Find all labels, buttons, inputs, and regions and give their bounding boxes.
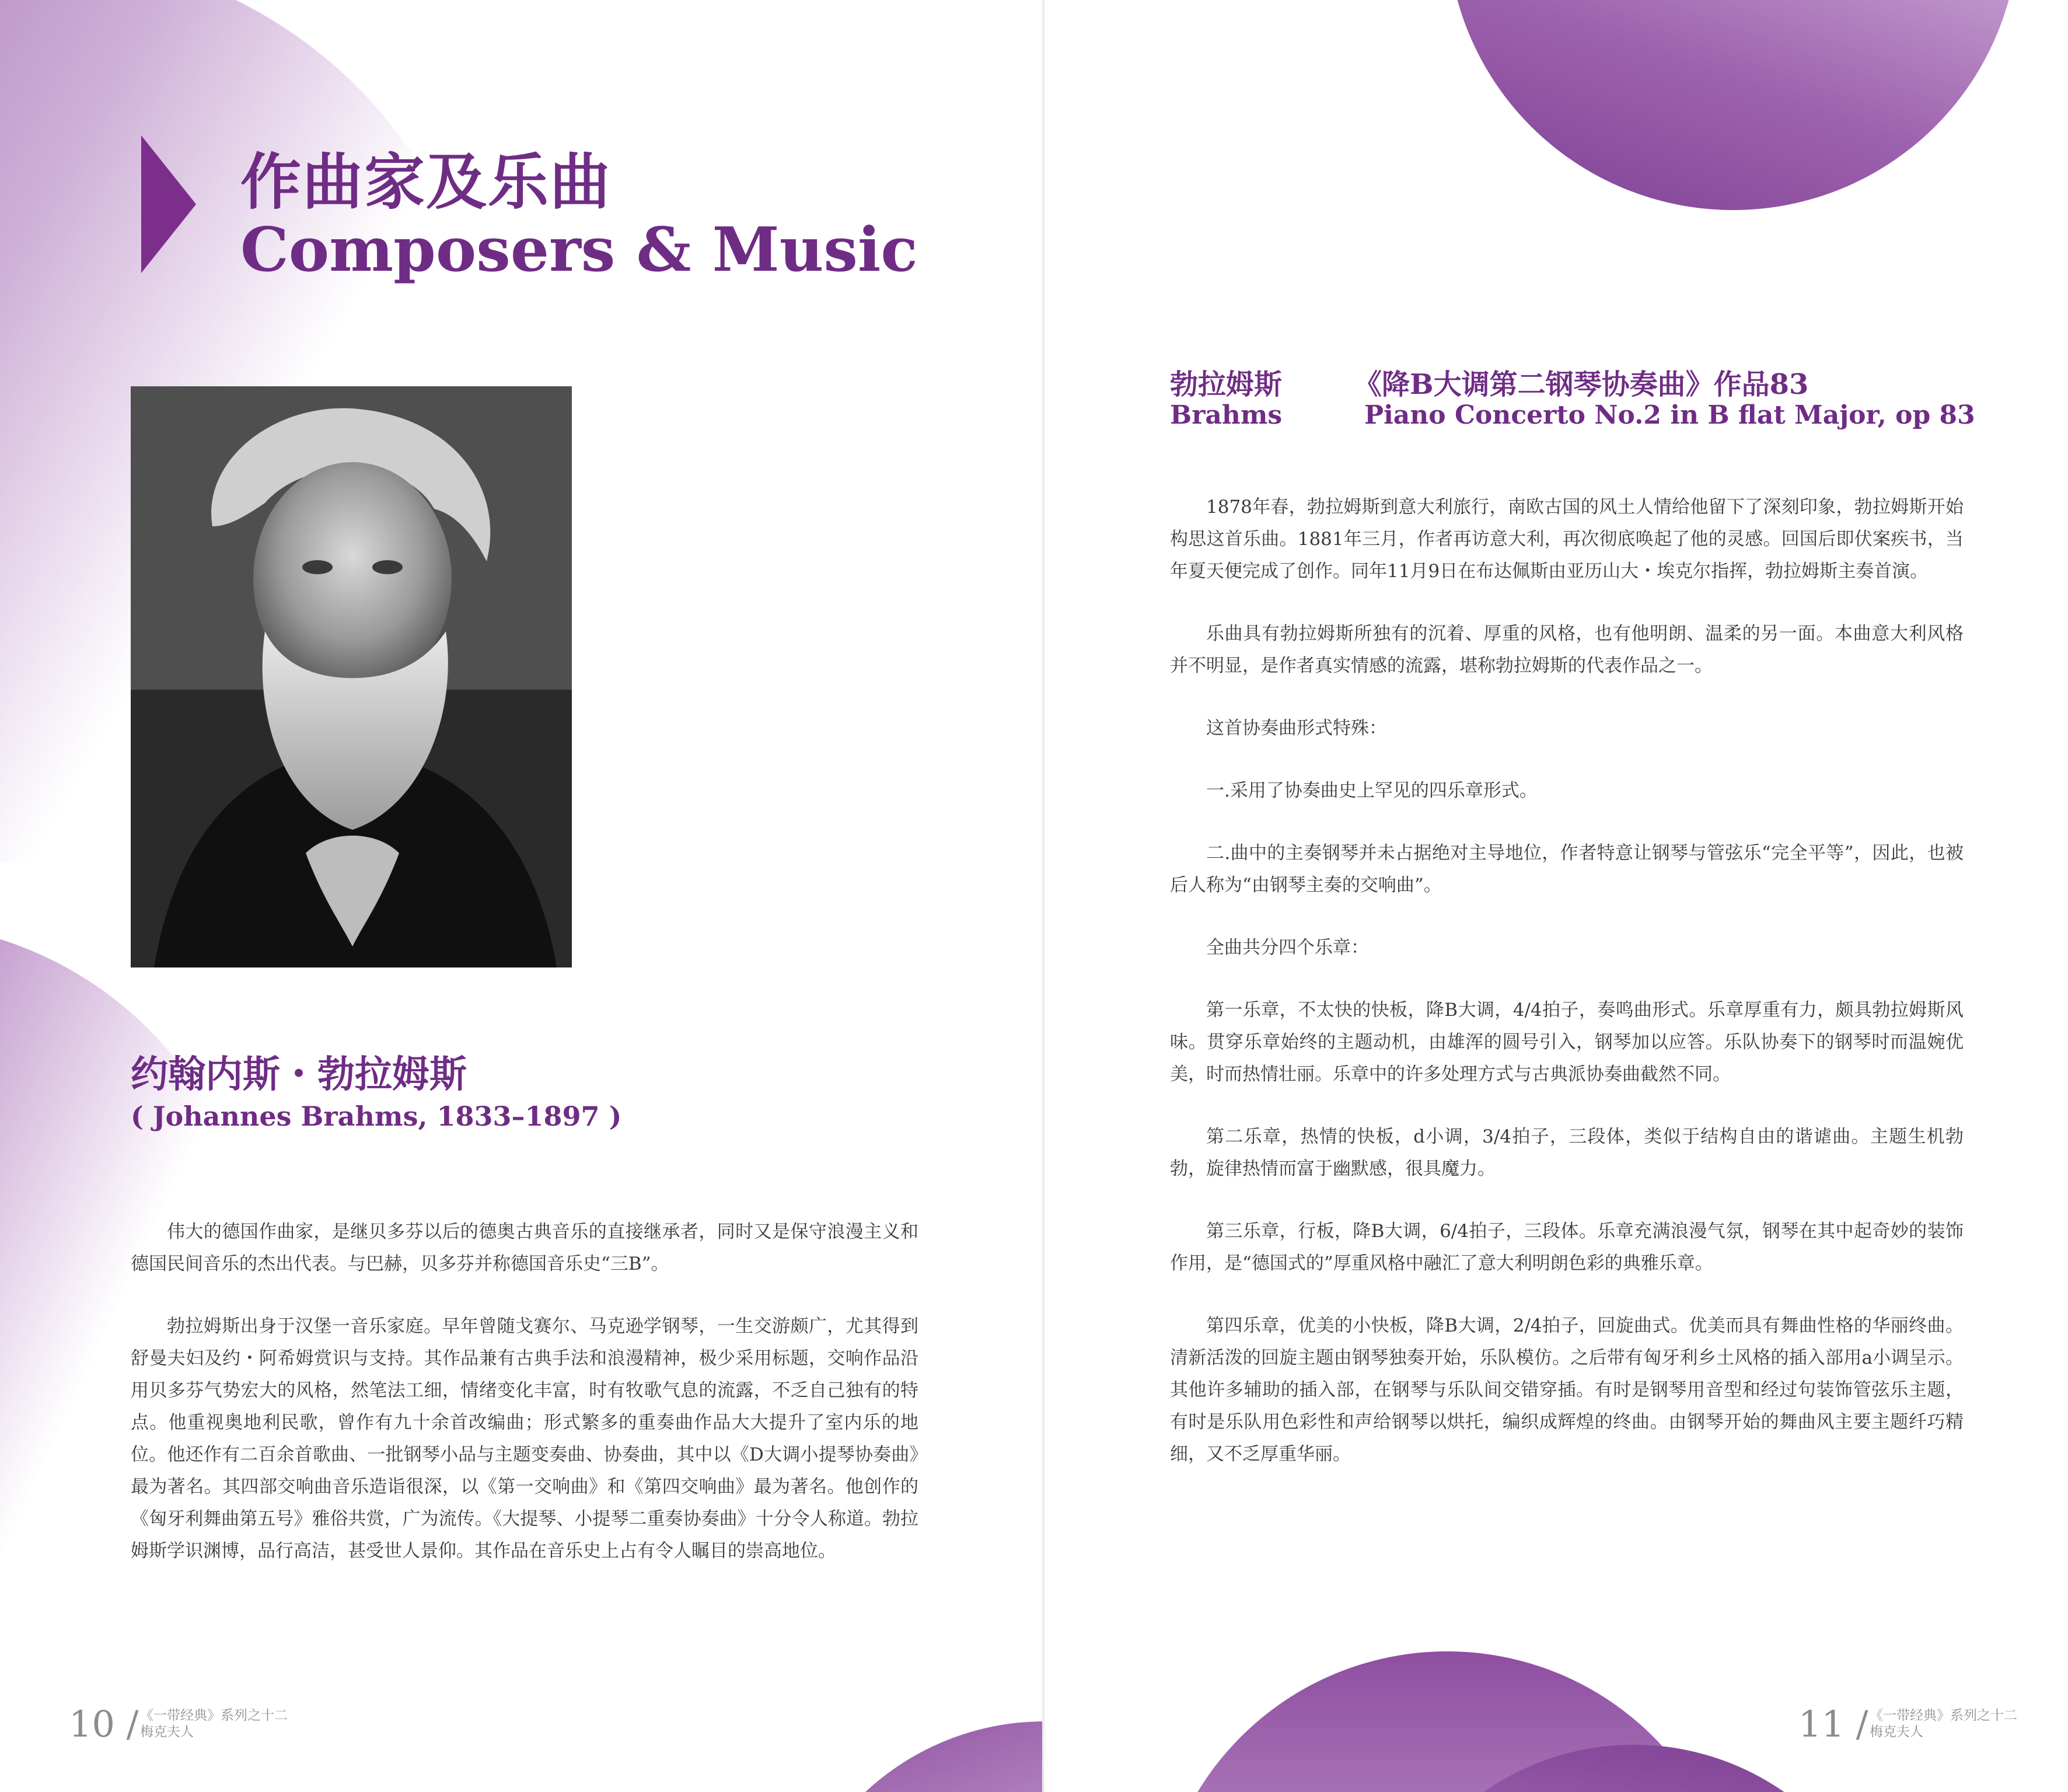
description-paragraph: 一.采用了协奏曲史上罕见的四乐章形式。 <box>1206 780 1538 801</box>
series-subtitle: 梅克夫人 <box>140 1724 194 1739</box>
description-paragraph: 全曲共分四个乐章： <box>1206 937 1369 958</box>
description-paragraph: 二.曲中的主奏钢琴并未占据绝对主导地位，作者特意让钢琴与管弦乐“完全平等”，因此，也被后人称为“由钢琴主奏的交响曲”。 <box>1170 843 1964 896</box>
composer-name-en: ( Johannes Brahms, 1833–1897 ) <box>131 1101 622 1132</box>
decorative-circle <box>1447 0 2019 210</box>
section-title-en: Composers & Music <box>240 214 918 285</box>
section-marker-icon <box>141 135 196 273</box>
description-paragraph: 第三乐章，行板，降B大调，6/4拍子，三段体。乐章充满浪漫气氛，钢琴在其中起奇妙的装饰作用，是“德国式的”厚重风格中融汇了意大利明朗色彩的典雅乐章。 <box>1170 1221 1964 1274</box>
composer-biography <box>131 1216 918 1598</box>
description-paragraph: 1878年春，勃拉姆斯到意大利旅行，南欧古国的风土人情给他留下了深刻印象，勃拉姆斯开始构思这首乐曲。1881年三月，作者再访意大利，再次彻底唤起了他的灵感。回国后即伏案疾书，当年夏天便完成了创作。同年11月9日在布达佩斯由亚历山大・埃克尔指挥，勃拉姆斯主奏首演。 <box>1170 497 1964 582</box>
series-subtitle: 梅克夫人 <box>1870 1724 1923 1739</box>
page-number: 10 / <box>69 1703 139 1745</box>
piece-title-en: Piano Concerto No.2 in B flat Major, op 83 <box>1364 400 1975 430</box>
series-caption <box>1870 1707 2017 1740</box>
right-page <box>1045 0 2068 1792</box>
description-paragraph: 这首协奏曲形式特殊： <box>1206 718 1387 739</box>
description-paragraph: 第二乐章，热情的快板，d小调，3/4拍子，三段体，类似于结构自由的谐谑曲。主题生机勃勃，旋律热情而富于幽默感，很具魔力。 <box>1170 1126 1964 1179</box>
composer-portrait <box>131 386 572 967</box>
description-paragraph: 乐曲具有勃拉姆斯所独有的沉着、厚重的风格，也有他明朗、温柔的另一面。本曲意大利风格并不明显，是作者真实情感的流露，堪称勃拉姆斯的代表作品之一。 <box>1170 623 1964 676</box>
page-number: 11 / <box>1798 1703 1868 1745</box>
portrait-illustration <box>131 386 572 967</box>
section-title-zh: 作曲家及乐曲 <box>240 146 612 218</box>
description-paragraph: 第一乐章，不太快的快板，降B大调，4/4拍子，奏鸣曲形式。乐章厚重有力，颇具勃拉姆斯风味。贯穿乐章始终的主题动机，由雄浑的圆号引入，钢琴加以应答。乐队协奏下的钢琴时而温婉优美，时而热情壮丽。乐章中的许多处理方式与古典派协奏曲截然不同。 <box>1170 1000 1964 1085</box>
piece-composer-zh: 勃拉姆斯 <box>1170 368 1283 401</box>
piece-composer-en: Brahms <box>1170 400 1283 430</box>
biography-paragraph: 勃拉姆斯出身于汉堡一音乐家庭。早年曾随戈赛尔、马克逊学钢琴，一生交游颇广，尤其得到舒曼夫妇及约・阿希姆赏识与支持。其作品兼有古典手法和浪漫精神，极少采用标题，交响作品沿用贝多芬气势宏大的风格，然笔法工细，情绪变化丰富，时有牧歌气息的流露，不乏自己独有的特点。他重视奥地利民歌，曾作有九十余首改编曲；形式繁多的重奏曲作品大大提升了室内乐的地位。他还作有二百余首歌曲、一批钢琴小品与主题变奏曲、协奏曲，其中以《D大调小提琴协奏曲》最为著名。其四部交响曲音乐造诣很深，以《第一交响曲》和《第四交响曲》最为著名。他创作的《匈牙利舞曲第五号》雅俗共赏，广为流传。《大提琴、小提琴二重奏协奏曲》十分令人称道。勃拉姆斯学识渊博，品行高洁，甚受世人景仰。其作品在音乐史上占有令人瞩目的崇高地位。 <box>131 1316 918 1562</box>
series-title: 《一带经典》系列之十二 <box>1870 1708 2017 1723</box>
piece-title-zh: 《降B大调第二钢琴协奏曲》作品83 <box>1354 368 1809 401</box>
description-paragraph: 第四乐章，优美的小快板，降B大调，2/4拍子，回旋曲式。优美而具有舞曲性格的华丽终曲。清新活泼的回旋主题由钢琴独奏开始，乐队模仿。之后带有匈牙利乡土风格的插入部用a小调呈示。其他许多辅助的插入部，在钢琴与乐队间交错穿插。有时是钢琴用音型和经过句装饰管弦乐主题，有时是乐队用色彩性和声给钢琴以烘托，编织成辉煌的终曲。由钢琴开始的舞曲风主要主题纤巧精细，又不乏厚重华丽。 <box>1170 1315 1964 1465</box>
series-caption <box>140 1707 288 1740</box>
piece-description <box>1170 491 1964 1501</box>
decorative-circle <box>782 1721 1042 1792</box>
series-title: 《一带经典》系列之十二 <box>140 1708 288 1723</box>
biography-paragraph: 伟大的德国作曲家，是继贝多芬以后的德奥古典音乐的直接继承者，同时又是保守浪漫主义和德国民间音乐的杰出代表。与巴赫，贝多芬并称德国音乐史“三B”。 <box>131 1221 918 1274</box>
composer-name-zh: 约翰内斯・勃拉姆斯 <box>131 1053 467 1096</box>
